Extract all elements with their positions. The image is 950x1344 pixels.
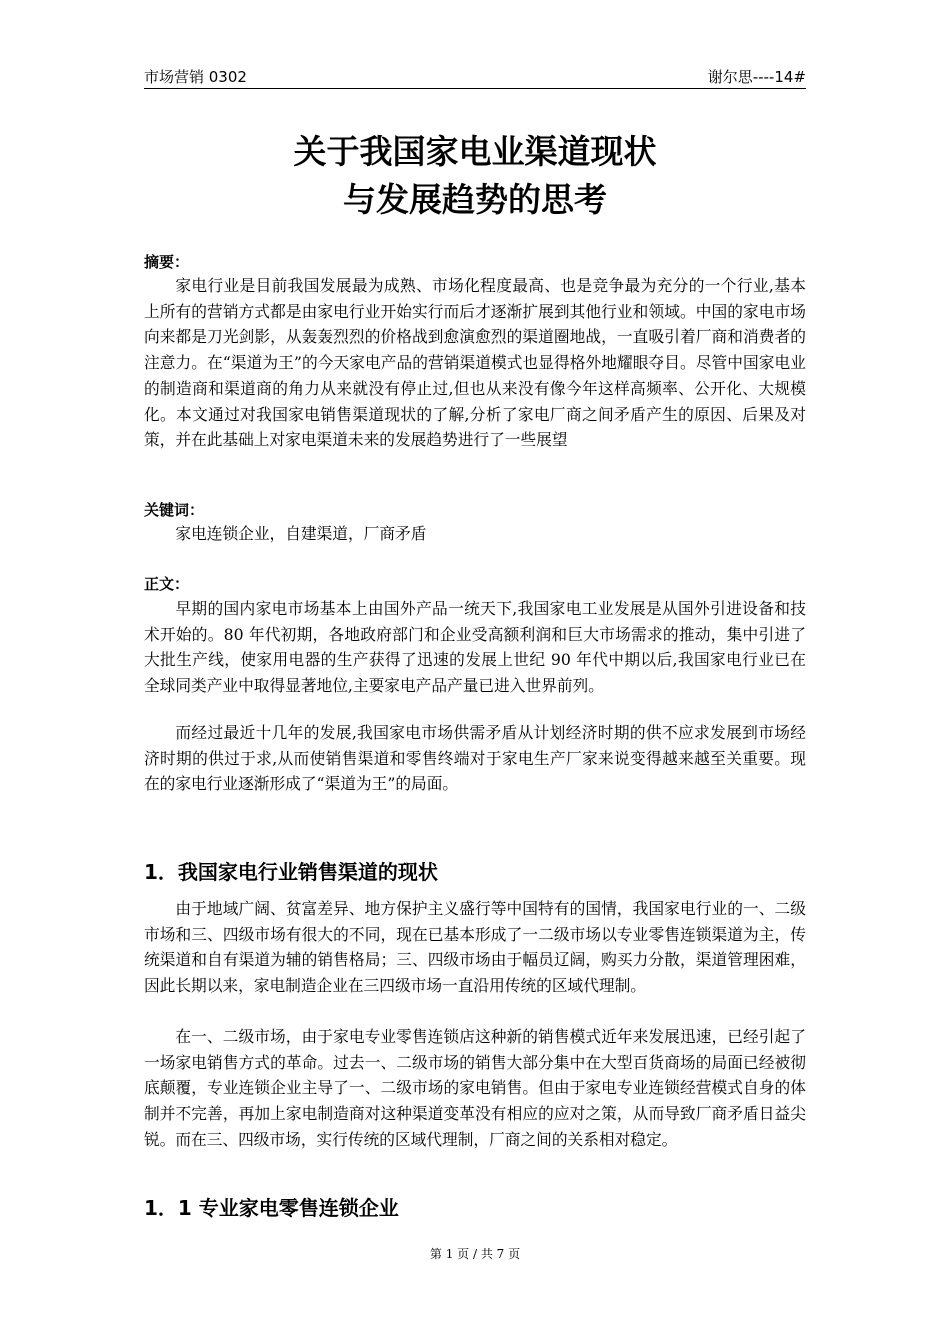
page-footer: 第 1 页 / 共 7 页 bbox=[429, 1247, 521, 1261]
section-1-heading: 1．我国家电行业销售渠道的现状 bbox=[144, 860, 438, 884]
abstract-label: 摘要： bbox=[144, 253, 190, 271]
abstract-text: 家电行业是目前我国发展最为成熟、市场化程度最高、也是竞争最为充分的一个行业,基本上所有的营销方式都是由家电行业开始实行而后才逐渐扩展到其他行业和领域。中国的家电市场向来都是刀光剑影，从轰轰烈烈的价格战到愈演愈烈的渠道圈地战，一直吸引着厂商和消费者的注意力。在“渠道为王”的今天家电产品的营销渠道模式也显得格外地耀眼夺目。尽管中国家电业的制造商和渠道商的角力从来就没有停止过,但也从来没有像今年这样高频率、公开化、大规模化。本文通过对我国家电销售渠道现状的了解,分析了家电厂商之间矛盾产生的原因、后果及对策，并在此基础上对家电渠道未来的发展趋势进行了一些展望 bbox=[144, 276, 806, 450]
section-1-1-heading: 1．1 专业家电零售连锁企业 bbox=[144, 1196, 399, 1220]
page-header bbox=[144, 64, 806, 89]
keywords-text: 家电连锁企业，自建渠道，厂商矛盾 bbox=[175, 524, 427, 543]
body-paragraph-1: 早期的国内家电市场基本上由国外产品一统天下,我国家电工业发展是从国外引进设备和技术开始的。80 年代初期，各地政府部门和企业受高额利润和巨大市场需求的推动，集中引进了大批生产线，使家用电器的生产获得了迅速的发展上世纪 90 年代中期以后,我国家电行业已在全球同类产业中取得显著地位,主要家电产品产量已进入世界前列。 bbox=[144, 599, 806, 696]
body-label: 正文： bbox=[144, 575, 190, 593]
header-author: 谢尔思----14# bbox=[707, 68, 806, 86]
section-1-paragraph-2: 在一、二级市场，由于家电专业零售连锁店这种新的销售模式近年来发展迅速，已经引起了一场家电销售方式的革命。过去一、二级市场的销售大部分集中在大型百货商场的局面已经被彻底颠覆，专业连锁企业主导了一、二级市场的家电销售。但由于家电专业连锁经营模式自身的体制并不完善，再加上家电制造商对这种渠道变革没有相应的应对之策，从而导致厂商矛盾日益尖锐。而在三、四级市场，实行传统的区域代理制，厂商之间的关系相对稳定。 bbox=[144, 1027, 806, 1149]
title-line-2: 与发展趋势的思考 bbox=[343, 180, 607, 219]
document-title bbox=[144, 128, 806, 224]
section-1-paragraph-1: 由于地域广阔、贫富差异、地方保护主义盛行等中国特有的国情，我国家电行业的一、二级市场和三、四级市场有很大的不同，现在已基本形成了一二级市场以专业零售连锁渠道为主，传统渠道和自有渠道为辅的销售格局；三、四级市场由于幅员辽阔，购买力分散，渠道管理困难，因此长期以来，家电制造企业在三四级市场一直沿用传统的区域代理制。 bbox=[144, 899, 806, 996]
body-paragraph-2: 而经过最近十几年的发展,我国家电市场供需矛盾从计划经济时期的供不应求发展到市场经济时期的供过于求,从而使销售渠道和零售终端对于家电生产厂家来说变得越来越至关重要。现在的家电行业逐渐形成了“渠道为王”的局面。 bbox=[144, 723, 806, 794]
title-line-1: 关于我国家电业渠道现状 bbox=[293, 132, 657, 171]
keywords-label: 关键词： bbox=[144, 501, 205, 519]
header-course: 市场营销 0302 bbox=[144, 68, 247, 86]
